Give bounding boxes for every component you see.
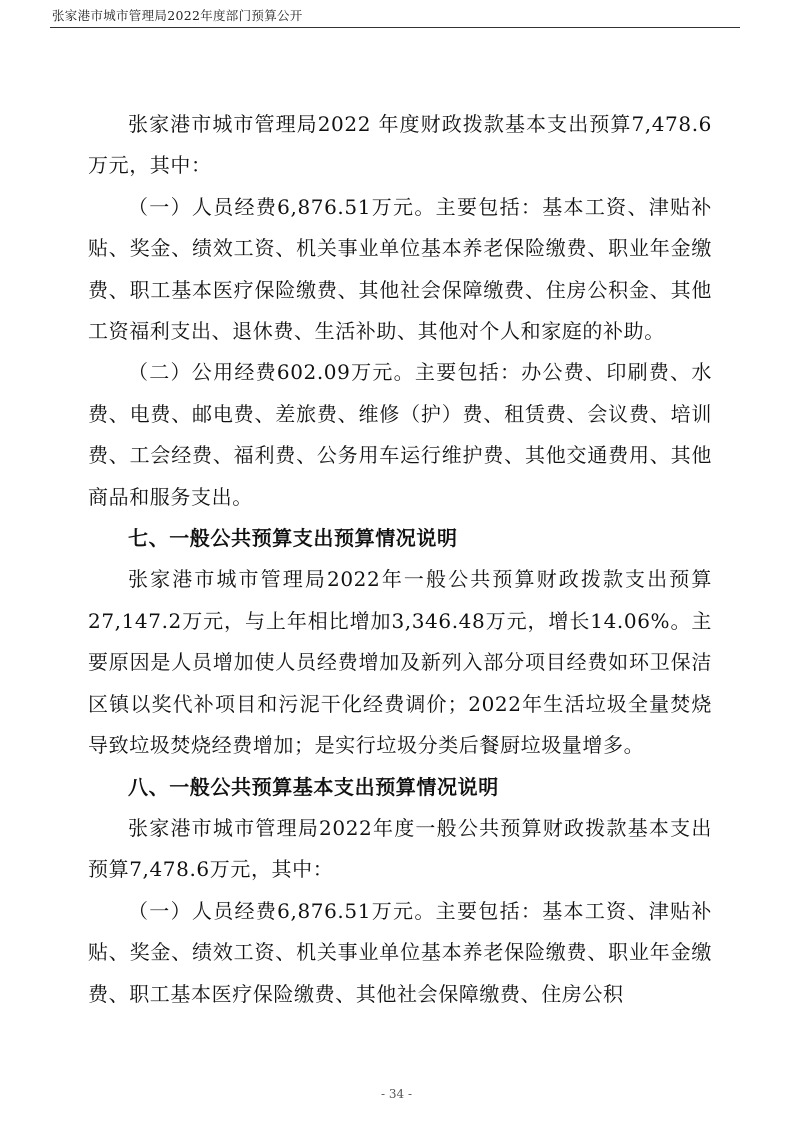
section-heading-8: 八、一般公共预算基本支出预算情况说明 — [128, 774, 499, 799]
paragraph-general-budget-basic-expenditure: 张家港市城市管理局2022年度一般公共预算财政拨款基本支出预算7,478.6万元，其中： — [88, 815, 712, 882]
header-divider — [50, 27, 740, 28]
paragraph-public-expenses: （二）公用经费602.09万元。主要包括：办公费、印刷费、水费、电费、邮电费、差旅费、维修（护）费、租赁费、会议费、培训费、工会经费、福利费、公务用车运行维护费、其他交通费用、其他商品和服务支出。 — [88, 360, 712, 509]
page-number: - 34 - — [380, 1087, 412, 1101]
section-heading-7: 七、一般公共预算支出预算情况说明 — [128, 526, 458, 551]
paragraph-basic-expenditure-budget: 张家港市城市管理局2022 年度财政拨款基本支出预算7,478.6万元，其中： — [88, 112, 712, 178]
paragraph-personnel-expenses: （一）人员经费6,876.51万元。主要包括：基本工资、津贴补贴、奖金、绩效工资、机关事业单位基本养老保险缴费、职业年金缴费、职工基本医疗保险缴费、其他社会保障缴费、住房公积金、其他工资福利支出、退休费、生活补助、其他对个人和家庭的补助。 — [88, 194, 712, 344]
running-header: 张家港市城市管理局2022年度部门预算公开 — [52, 8, 303, 23]
paragraph-personnel-expenses-repeat: （一）人员经费6,876.51万元。主要包括：基本工资、津贴补贴、奖金、绩效工资、机关事业单位基本养老保险缴费、职业年金缴费、职工基本医疗保险缴费、其他社会保障缴费、住房公积 — [88, 898, 712, 1006]
document-body — [88, 104, 712, 1015]
paragraph-general-budget-expenditure: 张家港市城市管理局2022年一般公共预算财政拨款支出预算27,147.2万元，与上年相比增加3,346.48万元，增长14.06%。主要原因是人员增加使人员经费增加及新列入部分项目经费如环卫保洁区镇以奖代补项目和污泥干化经费调价；2022年生活垃圾全量焚烧导致垃圾焚烧经费增加；是实行垃圾分类后餐厨垃圾量增多。 — [88, 567, 712, 758]
